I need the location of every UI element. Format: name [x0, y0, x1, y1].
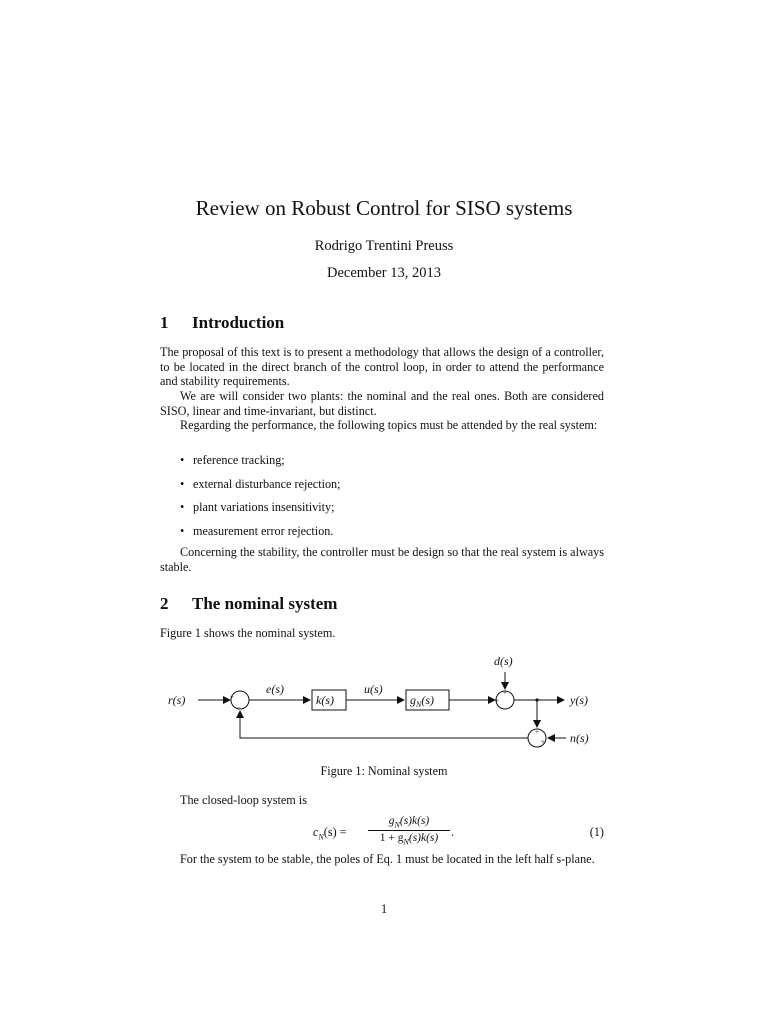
feedback-path	[240, 711, 528, 738]
section-heading-introduction	[160, 313, 284, 333]
equation-closed-loop	[160, 815, 604, 849]
sum-plus-sign: +	[535, 728, 539, 736]
intro-paragraph-1: The proposal of this text is to present a methodology that allows the design of a controller, to be located in the direct branch of the control loop, in order to attend the performance and stability requirements.	[160, 345, 604, 389]
label-n: n(s)	[570, 731, 589, 745]
bullet-icon: •	[180, 453, 185, 467]
label-u: u(s)	[364, 682, 383, 696]
section-number: 2	[160, 594, 169, 613]
equation-label: (1)	[589, 825, 604, 839]
list-item	[160, 477, 604, 501]
sum-plus-sign: +	[503, 689, 507, 697]
figure-caption: Figure 1: Nominal system	[320, 764, 448, 778]
label-k: k(s)	[316, 693, 334, 707]
paper-title: Review on Robust Control for SISO systems	[195, 196, 573, 220]
block-diagram-svg	[160, 648, 604, 758]
list-item-text: external disturbance rejection;	[193, 476, 341, 491]
section-number: 1	[160, 313, 169, 332]
bullet-icon: •	[180, 523, 185, 538]
block-diagram	[160, 648, 604, 758]
paper-date: December 13, 2013	[327, 265, 441, 281]
label-y: y(s)	[570, 693, 588, 707]
sum-plus-sign: +	[541, 738, 545, 746]
intro-paragraph-4: Concerning the stability, the controller must be design so that the real system is always stable.	[160, 545, 604, 574]
page-number: 1	[380, 902, 388, 916]
requirements-list	[160, 453, 604, 547]
intro-paragraph-3: Regarding the performance, the following topics must be attended by the real system:	[180, 418, 598, 432]
label-d: d(s)	[494, 654, 513, 668]
list-item-text: measurement error rejection.	[193, 523, 334, 538]
equation-numerator: $g_N(s)k(s)$	[368, 815, 450, 831]
equation-denominator: $1 + g_N(s)k(s)$	[379, 832, 439, 847]
bullet-icon: •	[180, 476, 185, 491]
list-item	[160, 524, 604, 548]
section-title: Introduction	[192, 313, 285, 332]
list-item	[160, 500, 604, 524]
equation-lhs: $c_N(s)$ =	[313, 825, 347, 842]
label-g: $g_N(s)$	[410, 693, 435, 709]
list-item-text: reference tracking;	[193, 453, 285, 467]
equation-period: .	[451, 825, 455, 839]
nominal-paragraph-1: Figure 1 shows the nominal system.	[160, 626, 336, 640]
nominal-paragraph-2: The closed-loop system is	[180, 793, 307, 807]
label-r: r(s)	[168, 693, 186, 707]
section-title: The nominal system	[192, 594, 338, 613]
author-name: Rodrigo Trentini Preuss	[314, 238, 454, 254]
sum-plus-sign: +	[230, 693, 234, 701]
bullet-icon: •	[180, 500, 185, 514]
sum-minus-sign: −	[237, 704, 241, 712]
sum-plus-sign: +	[495, 697, 499, 705]
list-item-text: plant variations insensitivity;	[193, 500, 335, 514]
nominal-paragraph-3: For the system to be stable, the poles of Eq. 1 must be located in the left half s-plane.	[180, 852, 595, 866]
label-e: e(s)	[266, 682, 284, 696]
equation-fraction	[368, 815, 450, 847]
list-item	[160, 453, 604, 477]
intro-paragraph-2: We are will consider two plants: the nominal and the real ones. Both are considered SISO, linear and time-invariant, but distinct.	[160, 389, 604, 418]
section-heading-nominal-system	[160, 594, 337, 614]
